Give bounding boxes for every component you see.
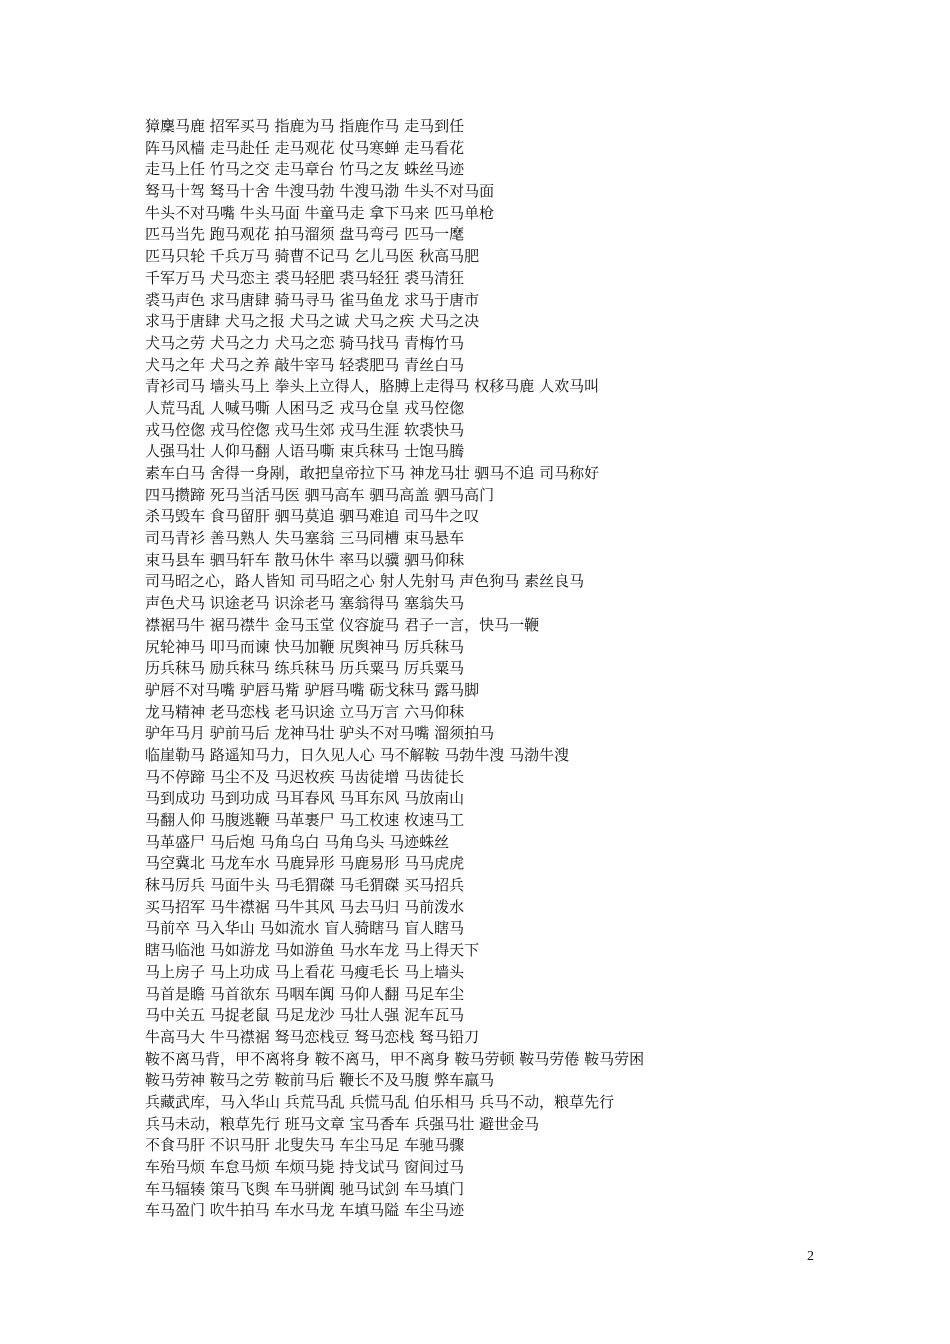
text-line: 牛高马大 牛马襟裾 驽马恋栈豆 驽马恋栈 驽马铅刀 [145,1027,480,1046]
text-line: 兵藏武库，马入华山 兵荒马乱 兵慌马乱 伯乐相马 兵马不动，粮草先行 [145,1092,615,1111]
text-line: 车马盈门 吹牛拍马 车水马龙 车填马隘 车尘马迹 [145,1201,465,1220]
text-line: 阵马风樯 走马赴任 走马观花 仗马寒蝉 走马看花 [145,138,465,157]
text-line: 匹马只轮 千兵万马 骑曹不记马 乞儿马医 秋高马肥 [145,247,480,266]
text-line: 驽马十驾 驽马十舍 牛溲马勃 牛溲马渤 牛头不对马面 [145,182,495,201]
text-line: 马空冀北 马龙车水 马鹿异形 马鹿易形 马马虎虎 [145,854,465,873]
text-line: 尻轮神马 叩马而谏 快马加鞭 尻舆神马 厉兵秣马 [145,637,465,656]
text-line: 四马攒蹄 死马当活马医 驷马高车 驷马高盖 驷马高门 [145,485,495,504]
text-line: 声色犬马 识途老马 识涂老马 塞翁得马 塞翁失马 [145,594,465,613]
page-number: 2 [807,1249,814,1264]
idiom-list [145,116,785,1222]
text-line: 鞍马劳神 鞍马之劳 鞍前马后 鞭长不及马腹 弊车羸马 [145,1071,495,1090]
text-line: 马中关五 马捉老鼠 马足龙沙 马壮人强 泥车瓦马 [145,1006,465,1025]
text-line: 驴唇不对马嘴 驴唇马觜 驴唇马嘴 砺戈秣马 露马脚 [145,680,480,699]
text-line: 车殆马烦 车怠马烦 车烦马毙 持戈试马 窗间过马 [145,1158,465,1176]
text-line: 司马昭之心，路人皆知 司马昭之心 射人先射马 声色狗马 素丝良马 [145,572,585,591]
text-line: 走马上任 竹马之交 走马章台 竹马之友 蛛丝马迹 [145,160,465,179]
text-line: 匹马当先 跑马观花 拍马溜须 盘马弯弓 匹马一麾 [145,225,465,244]
text-line: 襟裾马牛 裾马襟牛 金马玉堂 仪容旋马 君子一言，快马一鞭 [145,615,540,634]
text-line: 驴年马月 驴前马后 龙神马壮 驴头不对马嘴 溜须拍马 [145,724,495,743]
text-line: 牛头不对马嘴 牛头马面 牛童马走 拿下马来 匹马单枪 [145,203,495,222]
text-line: 裘马声色 求马唐肆 骑马寻马 雀马鱼龙 求马于唐市 [145,290,480,309]
text-line: 千军万马 犬马恋主 裘马轻肥 裘马轻狂 裘马清狂 [145,268,465,287]
text-line: 马不停蹄 马尘不及 马迟枚疾 马齿徒增 马齿徒长 [145,767,465,786]
text-line: 犬马之年 犬马之养 敲牛宰马 轻裘肥马 青丝白马 [145,355,465,374]
text-line: 不食马肝 不识马肝 北叟失马 车尘马足 车驰马骤 [145,1136,465,1155]
text-line: 秣马厉兵 马面牛头 马毛猬磔 马毛猬磔 买马招兵 [145,876,465,895]
text-line: 素车白马 舍得一身剐，敢把皇帝拉下马 神龙马壮 驷马不追 司马称好 [145,464,600,482]
text-line: 司马青衫 善马熟人 失马塞翁 三马同槽 束马悬车 [145,529,465,548]
text-line: 历兵秣马 励兵秣马 练兵秣马 历兵粟马 厉兵粟马 [145,659,465,678]
text-line: 马上房子 马上功成 马上看花 马瘦毛长 马上墙头 [145,962,465,981]
text-line: 鞍不离马背，甲不离将身 鞍不离马，甲不离身 鞍马劳顿 鞍马劳倦 鞍马劳困 [145,1049,645,1068]
text-line: 临崖勒马 路遥知马力，日久见人心 马不解鞍 马勃牛溲 马渤牛溲 [145,745,570,764]
text-line: 青衫司马 墙头马上 拳头上立得人，胳膊上走得马 权移马鹿 人欢马叫 [145,377,600,396]
text-line: 马翻人仰 马腹逃鞭 马革裹尸 马工枚速 枚速马工 [145,811,465,829]
text-line: 马前卒 马入华山 马如流水 盲人骑瞎马 盲人瞎马 [145,919,465,938]
text-line: 马到成功 马到功成 马耳春风 马耳东风 马放南山 [145,789,465,808]
text-line: 龙马精神 老马恋栈 老马识途 立马万言 六马仰秣 [145,702,465,721]
text-line: 车马辐辏 策马飞舆 车马骈阗 驰马试剑 车马填门 [145,1179,465,1198]
text-line: 瞎马临池 马如游龙 马如游鱼 马水车龙 马上得天下 [145,941,480,960]
text-line: 马首是瞻 马首欲东 马咽车阗 马仰人翻 马足车尘 [145,984,465,1003]
text-line: 犬马之劳 犬马之力 犬马之恋 骑马找马 青梅竹马 [145,333,465,352]
text-line: 求马于唐肆 犬马之报 犬马之诚 犬马之疾 犬马之决 [145,312,480,331]
text-line: 杀马毁车 食马留肝 驷马莫追 驷马难追 司马牛之叹 [145,507,480,526]
text-line: 戎马倥偬 戎马倥偬 戎马生郊 戎马生涯 软裘快马 [145,420,465,439]
text-line: 人荒马乱 人喊马嘶 人困马乏 戎马仓皇 戎马倥偬 [145,398,465,417]
text-line: 人强马壮 人仰马翻 人语马嘶 束兵秣马 士饱马腾 [145,442,465,461]
text-line: 买马招军 马牛襟裾 马牛其风 马去马归 马前泼水 [145,897,465,916]
text-line: 獐麇马鹿 招军买马 指鹿为马 指鹿作马 走马到任 [145,117,465,135]
text-line: 马革盛尸 马后炮 马角乌白 马角乌头 马迹蛛丝 [145,832,450,851]
text-line: 束马县车 驷马轩车 散马休牛 率马以骥 驷马仰秣 [145,550,465,569]
text-line: 兵马未动，粮草先行 班马文章 宝马香车 兵强马壮 避世金马 [145,1114,540,1133]
